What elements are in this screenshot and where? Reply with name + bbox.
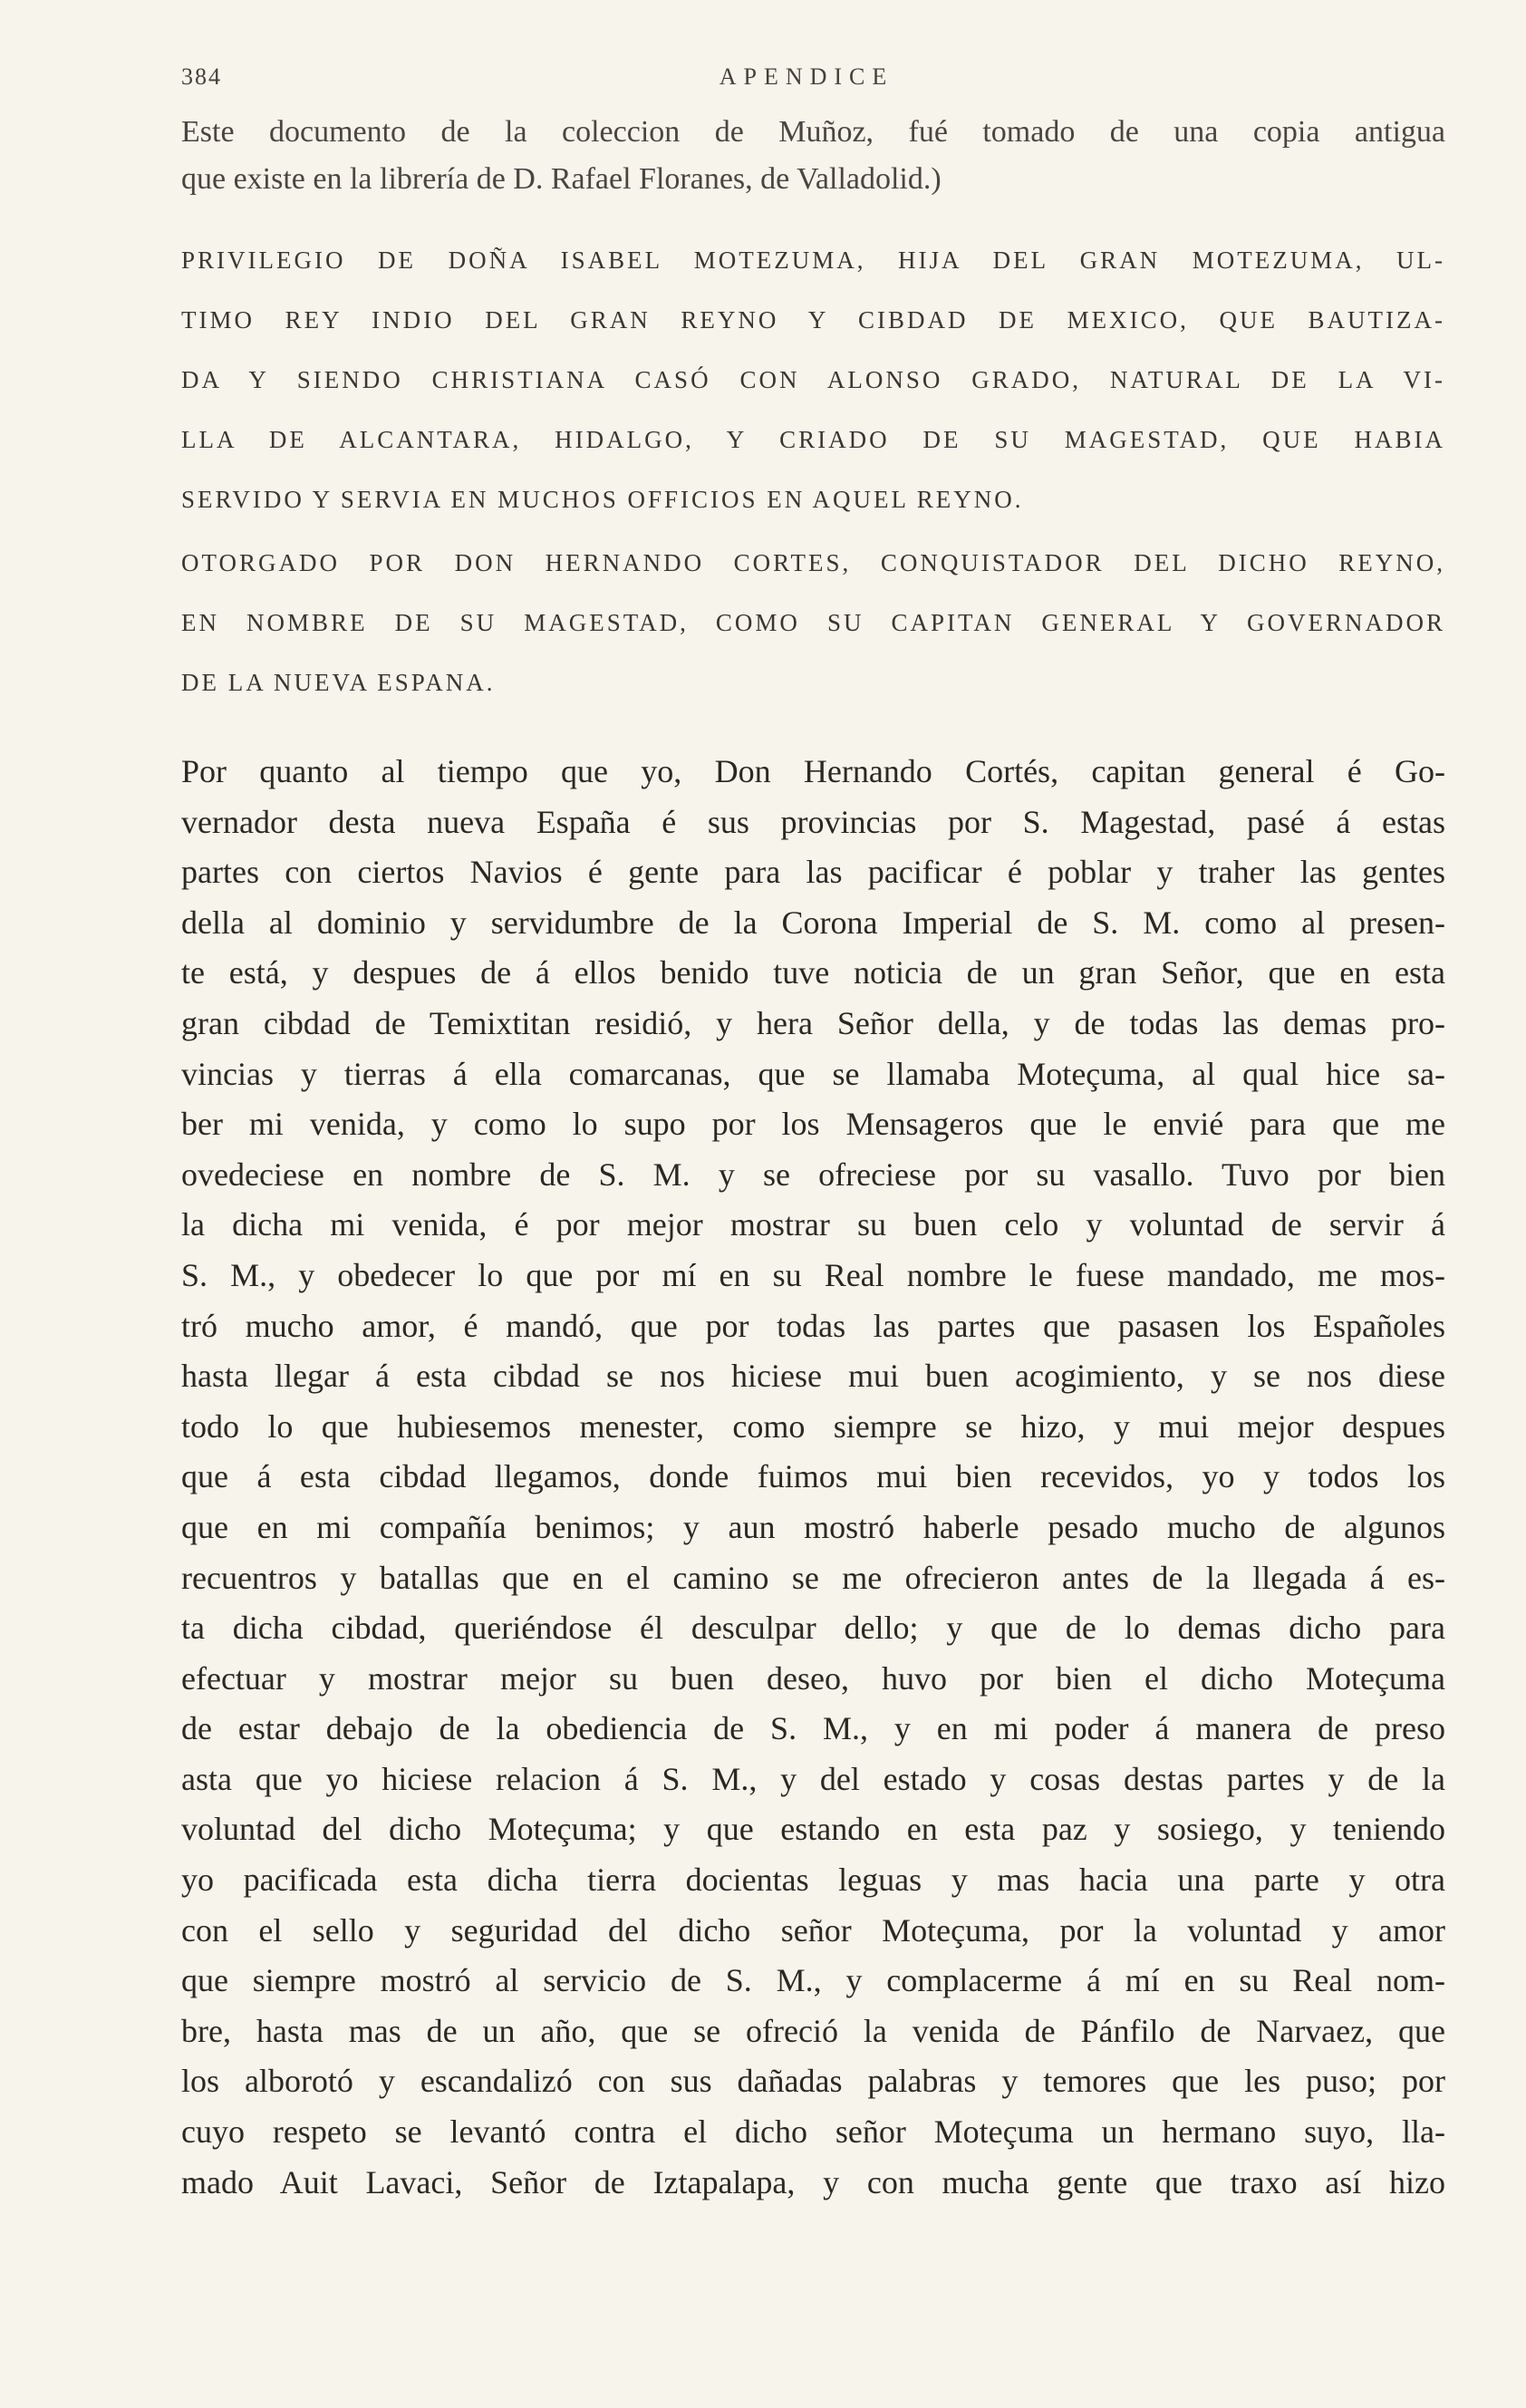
body-line: efectuar y mostrar mejor su buen deseo, huvo por bien el dicho Moteçuma xyxy=(181,1659,1445,1697)
body-line: bre, hasta mas de un año, que se ofreció la venida de Pánfilo de Narvaez, que xyxy=(181,2012,1445,2049)
source-note-line: Este documento de la coleccion de Muñoz, fué tomado de una copia antigua xyxy=(181,115,1445,149)
body-line: voluntad del dicho Moteçuma; y que estando en esta paz y sosiego, y teniendo xyxy=(181,1811,1445,1848)
body-line: della al dominio y servidumbre de la Corona Imperial de S. M. como al presen- xyxy=(181,904,1445,941)
body-line: ber mi venida, y como lo supo por los Mensageros que le envié para que me xyxy=(181,1106,1445,1143)
document-page xyxy=(181,63,1445,2208)
title-line: SERVIDO Y SERVIA EN MUCHOS OFFICIOS EN AQUEL REYNO. xyxy=(181,486,1024,513)
body-line: hasta llegar á esta cibdad se nos hiciese mui buen acogimiento, y se nos diese xyxy=(181,1358,1445,1395)
body-line: con el sello y seguridad del dicho señor Moteçuma, por la voluntad y amor xyxy=(181,1911,1445,1949)
body-line: todo lo que hubiesemos menester, como siempre se hizo, y mui mejor despues xyxy=(181,1407,1445,1445)
source-note xyxy=(181,109,1445,203)
source-note-line: que existe en la librería de D. Rafael Floranes, de Valladolid.) xyxy=(181,162,942,196)
body-line: mado Auit Lavaci, Señor de Iztapalapa, y con mucha gente que traxo así hizo xyxy=(181,2163,1445,2200)
document-subtitle xyxy=(181,533,1445,712)
title-line: DA Y SIENDO CHRISTIANA CASÓ CON ALONSO GRADO, NATURAL DE LA VI- xyxy=(181,366,1445,393)
body-line: te está, y despues de á ellos benido tuve noticia de un gran Señor, que en esta xyxy=(181,954,1445,991)
body-line: Por quanto al tiempo que yo, Don Hernando Cortés, capitan general é Go- xyxy=(181,753,1445,789)
body-line: ovedeciese en nombre de S. M. y se ofreciese por su vasallo. Tuvo por bien xyxy=(181,1156,1445,1193)
body-line: tró mucho amor, é mandó, que por todas las partes que pasasen los Españoles xyxy=(181,1307,1445,1344)
body-line: la dicha mi venida, é por mejor mostrar su buen celo y voluntad de servir á xyxy=(181,1206,1445,1243)
running-head xyxy=(181,63,1445,109)
body-text xyxy=(181,747,1445,2208)
body-line: que en mi compañía benimos; y aun mostró haberle pesado mucho de algunos xyxy=(181,1508,1445,1545)
running-title: APENDICE xyxy=(719,63,894,90)
title-line: PRIVILEGIO DE DOÑA ISABEL MOTEZUMA, HIJA DEL GRAN MOTEZUMA, UL- xyxy=(181,247,1445,274)
body-line: partes con ciertos Navios é gente para las pacificar é poblar y traher las gentes xyxy=(181,854,1445,891)
body-line: recuentros y batallas que en el camino se me ofrecieron antes de la llegada á es- xyxy=(181,1559,1445,1596)
title-line: LLA DE ALCANTARA, HIDALGO, Y CRIADO DE SU MAGESTAD, QUE HABIA xyxy=(181,426,1445,453)
body-line: cuyo respeto se levantó contra el dicho señor Moteçuma un hermano suyo, lla- xyxy=(181,2113,1445,2151)
document-title xyxy=(181,230,1445,529)
body-line: que á esta cibdad llegamos, donde fuimos mui bien recevidos, yo y todos los xyxy=(181,1458,1445,1495)
body-line: vincias y tierras á ella comarcanas, que se llamaba Moteçuma, al qual hice sa- xyxy=(181,1055,1445,1092)
subtitle-line: OTORGADO POR DON HERNANDO CORTES, CONQUISTADOR DEL DICHO REYNO, xyxy=(181,549,1445,576)
body-line: yo pacificada esta dicha tierra docientas leguas y mas hacia una parte y otra xyxy=(181,1862,1445,1899)
body-line: que siempre mostró al servicio de S. M., y complacerme á mí en su Real nom- xyxy=(181,1962,1445,1999)
body-line: asta que yo hiciese relacion á S. M., y del estado y cosas destas partes y de la xyxy=(181,1760,1445,1797)
title-line: TIMO REY INDIO DEL GRAN REYNO Y CIBDAD DE MEXICO, QUE BAUTIZA- xyxy=(181,306,1445,334)
body-line: vernador desta nueva España é sus provincias por S. Magestad, pasé á estas xyxy=(181,803,1445,840)
page-number: 384 xyxy=(181,63,222,90)
subtitle-line: EN NOMBRE DE SU MAGESTAD, COMO SU CAPITAN GENERAL Y GOVERNADOR xyxy=(181,609,1445,636)
subtitle-line: DE LA NUEVA ESPANA. xyxy=(181,669,496,696)
body-line: gran cibdad de Temixtitan residió, y hera Señor della, y de todas las demas pro- xyxy=(181,1004,1445,1041)
body-line: de estar debajo de la obediencia de S. M., y en mi poder á manera de preso xyxy=(181,1710,1445,1747)
body-line: ta dicha cibdad, queriéndose él desculpar dello; y que de lo demas dicho para xyxy=(181,1610,1445,1647)
body-line: S. M., y obedecer lo que por mí en su Real nombre le fuese mandado, me mos- xyxy=(181,1256,1445,1293)
body-line: los alborotó y escandalizó con sus dañadas palabras y temores que les puso; por xyxy=(181,2063,1445,2100)
